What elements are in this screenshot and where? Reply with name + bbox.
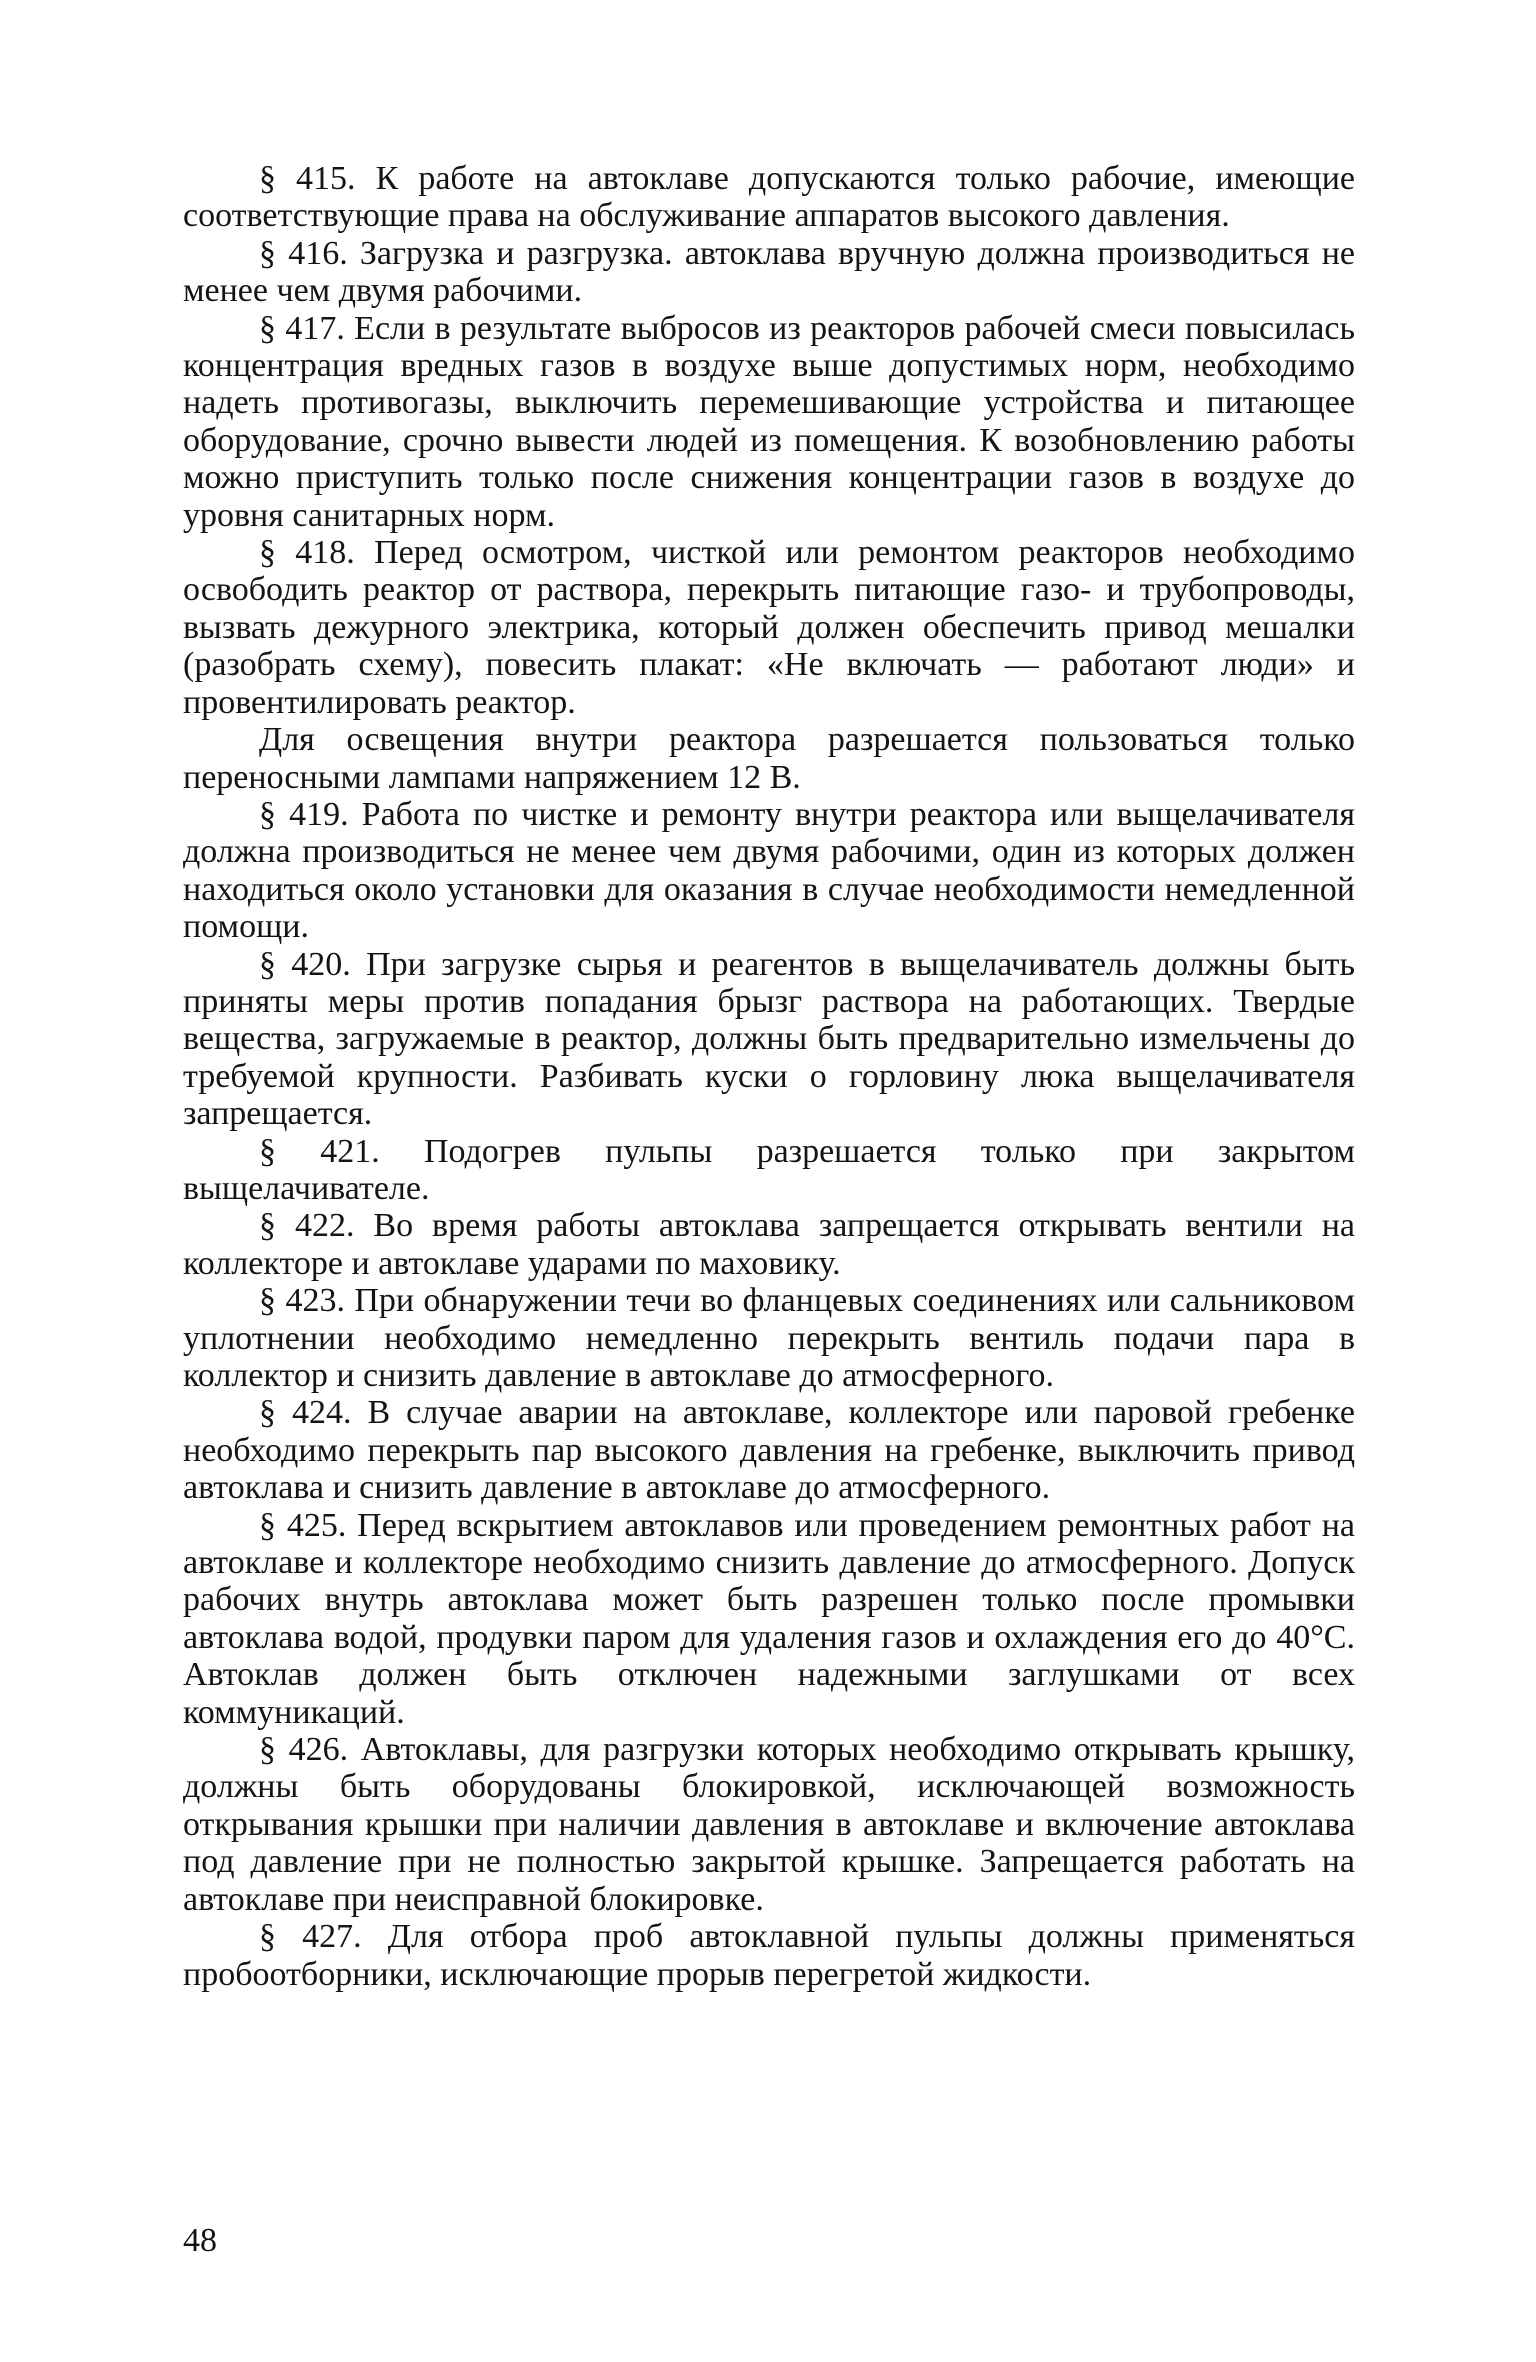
paragraph-421: § 421. Подогрев пульпы разрешается только при закрытом выщелачивателе. — [183, 1132, 1355, 1207]
page-body — [183, 160, 1355, 1993]
paragraph-424: § 424. В случае аварии на автоклаве, коллекторе или паровой гребенке необходимо перекрыть пар высокого давления на гребенке, выключить привод автоклава и снизить давление в автоклаве до атмосферного. — [183, 1394, 1355, 1507]
paragraph-418: § 418. Перед осмотром, чисткой или ремонтом реакторов необходимо освободить реактор от раствора, перекрыть питающие газо- и трубопроводы, вызвать дежурного электрика, который должен обеспечить привод мешалки (разобрать схему), повесить плакат: «Не включать — работают люди» и провентилировать реактор. — [183, 534, 1355, 721]
paragraph-425: § 425. Перед вскрытием автоклавов или проведением ремонтных работ на автоклаве и коллекторе необходимо снизить давление до атмосферного. Допуск рабочих внутрь автоклава может быть разрешен только после промывки автоклава водой, продувки паром для удаления газов и охлаждения его до 40°С. Автоклав должен быть отключен надежными заглушками от всех коммуникаций. — [183, 1506, 1355, 1731]
paragraph-422: § 422. Во время работы автоклава запрещается открывать вентили на коллекторе и автоклаве ударами по маховику. — [183, 1207, 1355, 1282]
paragraph-416: § 416. Загрузка и разгрузка. автоклава вручную должна производиться не менее чем двумя рабочими. — [183, 234, 1355, 310]
paragraph-426: § 426. Автоклавы, для разгрузки которых необходимо открывать крышку, должны быть оборудованы блокировкой, исключающей возможность открывания крышки при наличии давления в автоклаве и включение автоклава под давление при не полностью закрытой крышке. Запрещается работать на автоклаве при неисправной блокировке. — [183, 1731, 1355, 1918]
paragraph-420: § 420. При загрузке сырья и реагентов в выщелачиватель должны быть приняты меры против попадания брызг раствора на работающих. Твердые вещества, загружаемые в реактор, должны быть предварительно измельчены до требуемой крупности. Разбивать куски о горловину люка выщелачивателя запрещается. — [183, 945, 1355, 1133]
paragraph-427: § 427. Для отбора проб автоклавной пульпы должны применяться пробоотборники, исключающие прорыв перегретой жидкости. — [183, 1918, 1355, 1993]
paragraph-418-lighting: Для освещения внутри реактора разрешается пользоваться только переносными лампами напряжением 12 В. — [183, 721, 1355, 796]
paragraph-417: § 417. Если в результате выбросов из реакторов рабочей смеси повысилась концентрация вредных газов в воздухе выше допустимых норм, необходимо надеть противогазы, выключить перемешивающие устройства и питающее оборудование, срочно вывести людей из помещения. К возобновлению работы можно приступить только после снижения концентрации газов в воздухе до уровня санитарных норм. — [183, 309, 1355, 534]
page-number: 48 — [183, 2222, 217, 2259]
paragraph-419: § 419. Работа по чистке и ремонту внутри реактора или выщелачивателя должна производиться не менее чем двумя рабочими, один из которых должен находиться около установки для оказания в случае необходимости немедленной помощи. — [183, 795, 1355, 946]
paragraph-415: § 415. К работе на автоклаве допускаются только рабочие, имеющие соответствующие права на обслуживание аппаратов высокого давления. — [183, 160, 1355, 235]
paragraph-423: § 423. При обнаружении течи во фланцевых соединениях или сальниковом уплотнении необходимо немедленно перекрыть вентиль подачи пара в коллектор и снизить давление в автоклаве до атмосферного. — [183, 1282, 1355, 1394]
